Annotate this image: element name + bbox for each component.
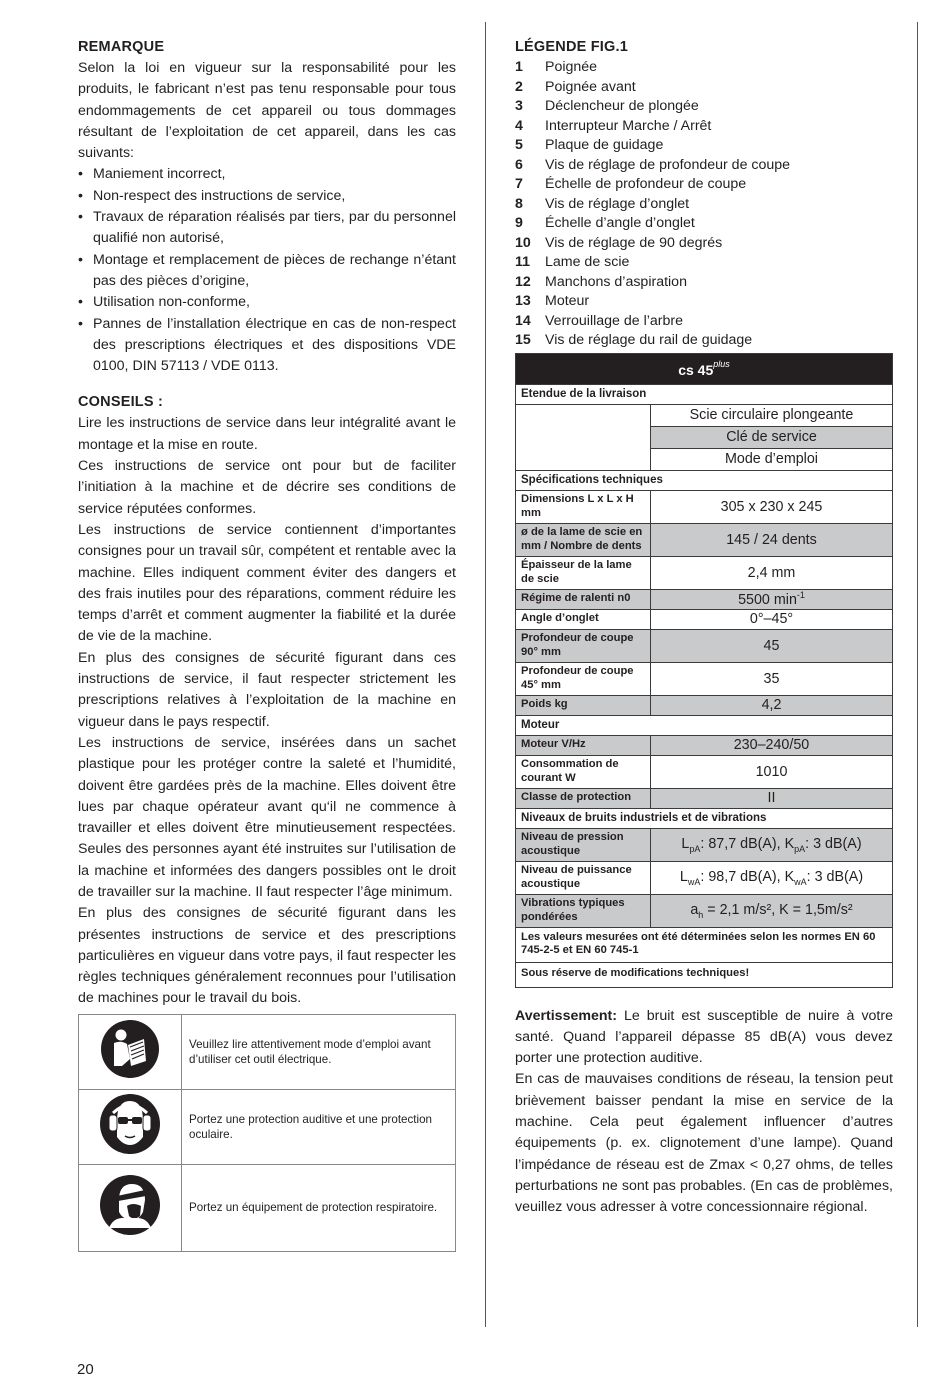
network-paragraph: En cas de mauvaises conditions de réseau, la tension peut brièvement baisser pendant la mise en service de la machine. Cela peut également influencer d’autres équipements (p. ex. clignotement d’une lampe). Quand l’impédance de réseau est de Zmax < 0,27 ohms, de telles perturbations ne sont pas probables. (En cas de problèmes, veuillez vous adresser à votre concessionnaire régional. bbox=[515, 1071, 893, 1216]
table-row: Profondeur de coupe 45° mm 35 bbox=[516, 662, 893, 695]
spec-table bbox=[515, 353, 893, 988]
table-row: Profondeur de coupe 90° mm 45 bbox=[516, 629, 893, 662]
list-item: 4 Interrupteur Marche / Arrêt bbox=[515, 117, 712, 134]
list-item: • Utilisation non-conforme, bbox=[78, 292, 456, 313]
spec-section-heading: Moteur bbox=[516, 715, 893, 735]
spec-model-title: cs $45^{plus}$ bbox=[516, 353, 893, 384]
list-item: 13 Moteur bbox=[515, 293, 590, 309]
spec-section-heading: Niveaux de bruits industriels et de vibrations bbox=[516, 808, 893, 828]
read-manual-icon bbox=[100, 1019, 160, 1079]
list-item: 2 Poignée avant bbox=[515, 78, 636, 95]
table-row: ø de la lame de scie en mm / Nombre de dents 145 / 24 dents bbox=[516, 523, 893, 556]
list-item: • Pannes de l’installation électrique en cas de non-respect des prescriptions électriques et des dispositions VDE 0100, DIN 57113 / VDE 0113. bbox=[78, 314, 456, 378]
remarque-heading: REMARQUE bbox=[78, 39, 165, 55]
table-row: Épaisseur de la lame de scie 2,4 mm bbox=[516, 556, 893, 589]
spec-section-heading: Spécifications techniques bbox=[516, 470, 893, 490]
list-item: 3 Déclencheur de plongée bbox=[515, 98, 699, 114]
list-item: 7 Échelle de profondeur de coupe bbox=[515, 176, 747, 192]
spec-reserve-note: Sous réserve de modifications techniques! bbox=[516, 962, 893, 987]
legend-list bbox=[515, 58, 893, 351]
list-item: 8 Vis de réglage d’onglet bbox=[515, 195, 690, 212]
right-column-rule bbox=[917, 22, 918, 1327]
table-cell: Mode d’emploi bbox=[651, 448, 893, 470]
remarque-intro: Selon la loi en vigueur sur la responsabilité pour les produits, le fabricant n’est pas tenu responsable pour tous endommagements de cet appareil ou tous dommages résultant de l’exploitation de cet appareil, dans les cas suivants: bbox=[78, 60, 456, 162]
conseils-paragraph: Lire les instructions de service dans leur intégralité avant le montage et la mise en route. bbox=[78, 415, 456, 453]
respiratory-protection-icon bbox=[99, 1174, 161, 1236]
table-row: Niveau de puissance acoustique $L_{wA}$: 98,7 dB(A), $K_{wA}$: 3 dB(A) bbox=[516, 861, 893, 894]
list-item: 15 Vis de réglage du rail de guidage bbox=[515, 332, 753, 348]
pictogram-row bbox=[79, 1164, 456, 1251]
pictogram-text: Portez un équipement de protection respiratoire. bbox=[182, 1164, 456, 1251]
list-item: 14 Verrouillage de l’arbre bbox=[515, 312, 684, 329]
pictogram-text: Portez une protection auditive et une protection oculaire. bbox=[182, 1089, 456, 1164]
spec-norms-note: Les valeurs mesurées ont été déterminées selon les normes EN 60 745-2-5 et EN 60 745-1 bbox=[516, 927, 893, 962]
list-item: • Travaux de réparation réalisés par tiers, par du personnel qualifié non autorisé, bbox=[78, 207, 456, 250]
table-row: Dimensions L x L x H mm 305 x 230 x 245 bbox=[516, 490, 893, 523]
table-cell: Clé de service bbox=[651, 426, 893, 448]
pictogram-text: Veuillez lire attentivement mode d’emploi avant d’utiliser cet outil électrique. bbox=[182, 1014, 456, 1089]
list-item: 12 Manchons d’aspiration bbox=[515, 273, 687, 290]
page-number: 20 bbox=[77, 1361, 94, 1378]
list-item: 11 Lame de scie bbox=[515, 254, 630, 270]
pictogram-table bbox=[78, 1014, 456, 1252]
list-item: 9 Échelle d’angle d’onglet bbox=[515, 215, 695, 231]
table-row: Angle d’onglet 0°–45° bbox=[516, 609, 893, 629]
list-item: • Maniement incorrect, bbox=[78, 164, 456, 185]
conseils-paragraph: En plus des consignes de sécurité figurant dans les présentes instructions de service et des prescriptions particulières en vigueur dans votre pays, il faut respecter les règles techniques généralement reconnues pour l’utilisation de machines pour le travail du bois. bbox=[78, 905, 456, 1007]
table-row: Régime de ralenti n0 5500 $\min^{-1}$ bbox=[516, 589, 893, 609]
table-row: Classe de protection II bbox=[516, 788, 893, 808]
warning-paragraph: Avertissement: Le bruit est susceptible de nuire à votre santé. Quand l’appareil dépasse 85 dB(A) vous devez porter une protection auditive. bbox=[515, 1007, 893, 1067]
hearing-eye-protection-icon bbox=[99, 1093, 161, 1155]
list-item: 6 Vis de réglage de profondeur de coupe bbox=[515, 156, 791, 173]
list-item: • Non-respect des instructions de service, bbox=[78, 186, 456, 207]
spec-section-heading: Etendue de la livraison bbox=[516, 384, 893, 404]
list-item: • Montage et remplacement de pièces de rechange n’étant pas des pièces d’origine, bbox=[78, 250, 456, 293]
table-cell: Scie circulaire plongeante bbox=[651, 404, 893, 426]
remarque-list bbox=[78, 164, 456, 377]
pictogram-row bbox=[79, 1014, 456, 1089]
left-column-rule bbox=[485, 22, 486, 1327]
conseils-paragraph: Ces instructions de service ont pour but de faciliter l’initiation à la machine et de décrire ses conditions de service réputées conformes. bbox=[78, 458, 456, 517]
list-item: 5 Plaque de guidage bbox=[515, 137, 664, 153]
conseils-paragraph: En plus des consignes de sécurité figurant dans ces instructions de service, il faut respecter strictement les prescriptions relatives à l’exploitation de la machine en vigueur dans le pays respectif. bbox=[78, 649, 456, 730]
pictogram-row bbox=[79, 1089, 456, 1164]
right-column bbox=[515, 36, 893, 1218]
conseils-heading: CONSEILS : bbox=[78, 394, 163, 411]
table-row: Consommation de courant W 1010 bbox=[516, 755, 893, 788]
table-row: Niveau de pression acoustique $L_{pA}$: 87,7 dB(A), $K_{pA}$: 3 dB(A) bbox=[516, 828, 893, 861]
table-row: Moteur V/Hz 230–240/50 bbox=[516, 735, 893, 755]
conseils-paragraph: Les instructions de service, insérées dans un sachet plastique pour les protéger contre la saleté et l’humidité, doivent être gardées près de la machine. Elles doivent être lues par chaque opérateur avant qu‘il ne commence à travailler et elles doivent être minutieusement respectées. Seules des personnes ayant été instruites sur l’utilisation de la machine et informées des dangers possibles ont le droit de travailler sur la machine. Il faut respecter l’âge minimum. bbox=[78, 734, 456, 900]
table-row: Poids kg 4,2 bbox=[516, 695, 893, 715]
left-column bbox=[78, 36, 456, 1252]
list-item: 1 Poignée bbox=[515, 59, 598, 75]
list-item: 10 Vis de réglage de 90 degrés bbox=[515, 234, 723, 251]
conseils-paragraph: Les instructions de service contiennent d’importantes consignes pour un travail sûr, compétent et rentable avec la machine. Elles indiquent comment éviter des dangers et des frais inutiles pour des réparations, comment réduire les temps d’arrêt et comment augmenter la fiabilité et la durée de vie de la machine. bbox=[78, 521, 456, 645]
legend-heading: LÉGENDE FIG.1 bbox=[515, 39, 628, 55]
table-row: Vibrations typiques pondérées $a_h = 2,1$ m/s², K = 1,5m/s² bbox=[516, 894, 893, 927]
